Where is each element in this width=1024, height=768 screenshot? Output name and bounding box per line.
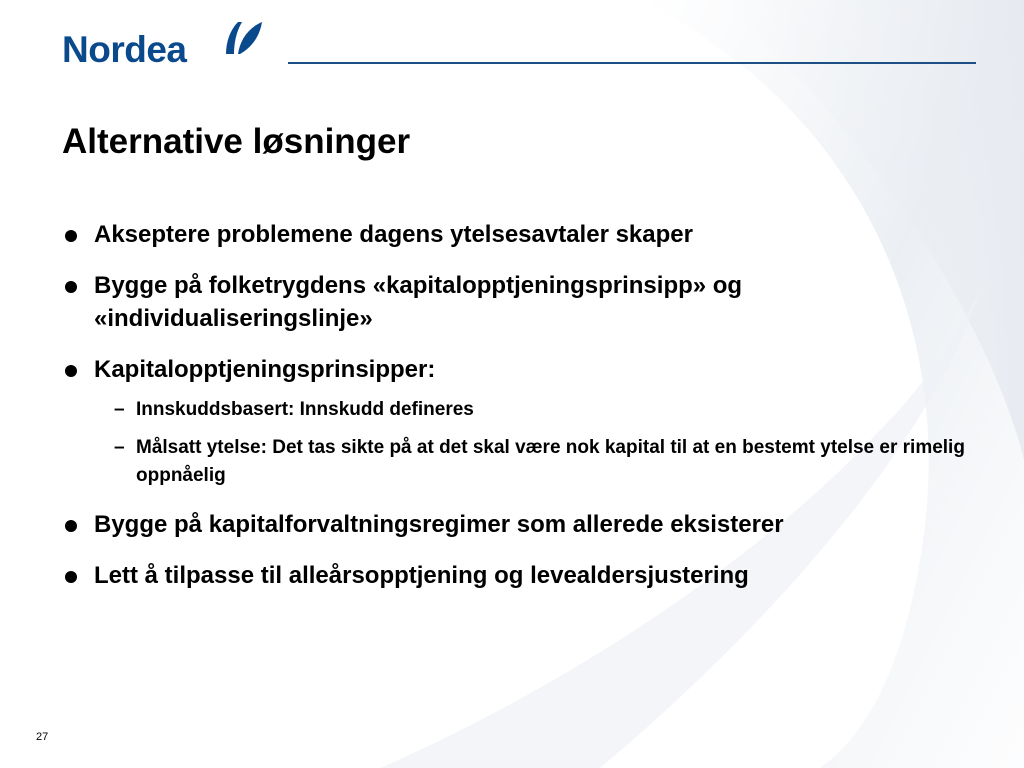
bullet-item [62,353,982,490]
nordea-sail-icon [220,20,264,56]
dash-icon: – [114,437,125,458]
header-rule [288,62,976,64]
bullet-item [62,269,982,335]
bullet-text: Kapitalopptjeningsprinsipper: [94,356,436,383]
sub-bullet-text: Målsatt ytelse: Det tas sikte på at det skal være nok kapital til at en bestemt ytelse er rimelig oppnåelig [136,437,965,486]
sub-bullet-list [62,396,982,490]
logo-wordmark: Nordea [62,29,187,70]
bullet-text: Bygge på folketrygdens «kapitalopptjeningsprinsipp» og «individualiseringslinje» [94,272,743,332]
sub-bullet-item [62,396,982,424]
bullet-text: Lett å tilpasse til alleårsopptjening og levealdersjustering [94,562,749,589]
bullet-text: Akseptere problemene dagens ytelsesavtaler skaper [94,221,693,248]
bullet-list [62,218,982,610]
bullet-dot-icon [65,365,77,377]
bullet-dot-icon [65,281,77,293]
sub-bullet-item [62,434,982,490]
dash-icon: – [114,399,125,420]
bullet-item [62,218,982,251]
page-number: 27 [36,731,49,743]
sub-bullet-text: Innskuddsbasert: Innskudd defineres [136,399,474,420]
bullet-dot-icon [65,571,77,583]
bullet-item [62,559,982,592]
nordea-logo [62,20,267,68]
bullet-item [62,508,982,541]
bullet-dot-icon [65,230,77,242]
bullet-text: Bygge på kapitalforvaltningsregimer som allerede eksisterer [94,511,784,538]
slide-title: Alternative løsninger [62,122,411,161]
bullet-dot-icon [65,520,77,532]
